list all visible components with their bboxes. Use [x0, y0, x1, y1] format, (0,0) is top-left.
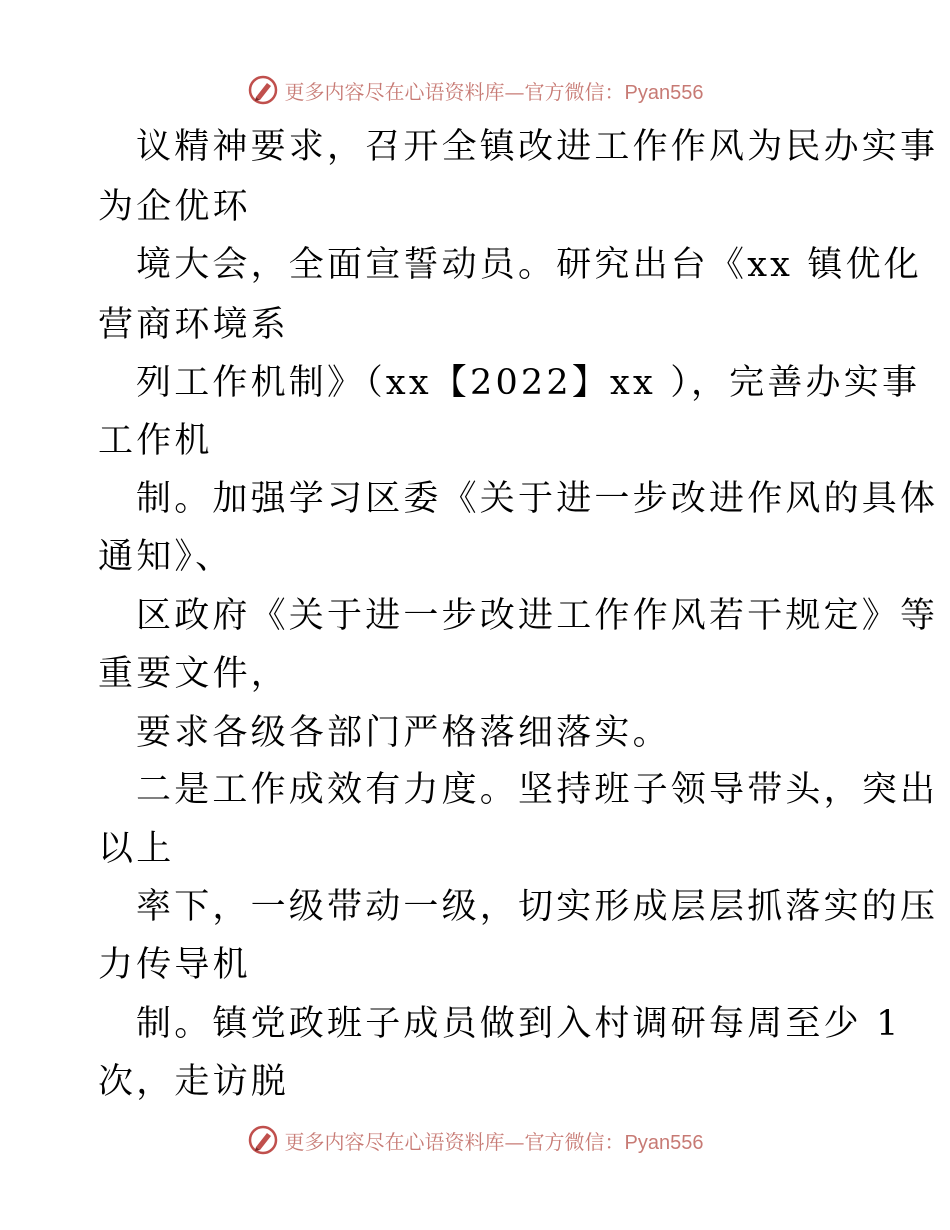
watermark-wechat-id: Pyan556: [624, 81, 704, 104]
footer-watermark: [0, 1120, 950, 1160]
header-watermark: [0, 70, 950, 110]
text-line: 力传导机: [98, 945, 251, 985]
text-line: 以上: [98, 829, 175, 869]
pen-circle-logo-icon: [247, 74, 279, 106]
text-line: 境大会，全面宣誓动员。研究出台《xx 镇优化: [136, 245, 923, 285]
text-line: 工作机: [98, 421, 213, 461]
watermark-text: [285, 76, 704, 105]
text-line: 为企优环: [98, 187, 251, 227]
text-line: 要求各级各部门严格落细落实。: [136, 713, 671, 753]
text-line: 二是工作成效有力度。坚持班子领导带头，突出: [136, 770, 939, 810]
watermark-cn-text: 更多内容尽在心语资料库—官方微信：: [284, 79, 625, 104]
watermark-text: [285, 1126, 704, 1155]
text-line: 通知》、: [98, 537, 234, 577]
text-line: 制。镇党政班子成员做到入村调研每周至少 1: [136, 1004, 902, 1044]
text-line: 次，走访脱: [98, 1062, 290, 1102]
watermark-wechat-id: Pyan556: [624, 1131, 704, 1154]
text-line: 区政府《关于进一步改进工作作风若干规定》等: [136, 596, 939, 636]
text-line: 议精神要求，召开全镇改进工作作风为民办实事: [136, 127, 939, 167]
text-line: 率下，一级带动一级，切实形成层层抓落实的压: [136, 887, 939, 927]
pen-circle-logo-icon: [247, 1124, 279, 1156]
text-line: 营商环境系: [98, 305, 290, 345]
text-line: 列工作机制》（xx【2022】xx ），完善办实事: [136, 363, 921, 403]
watermark-cn-text: 更多内容尽在心语资料库—官方微信：: [284, 1129, 625, 1154]
text-line: 制。加强学习区委《关于进一步改进作风的具体: [136, 479, 939, 519]
text-line: 重要文件，: [98, 654, 290, 694]
